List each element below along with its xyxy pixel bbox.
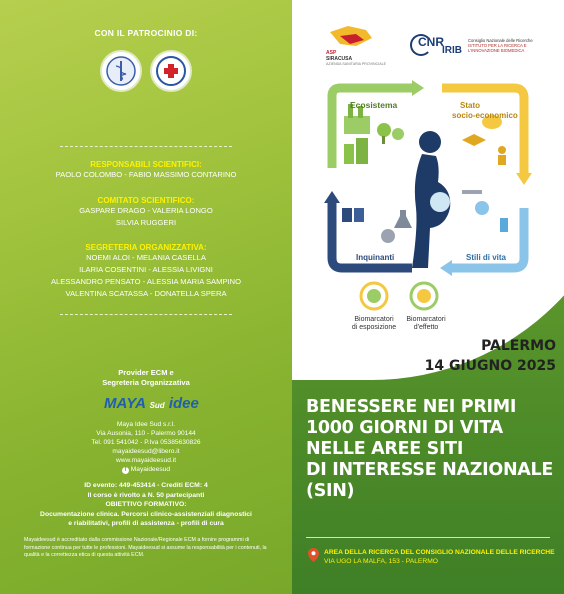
trees-icon xyxy=(377,123,404,144)
facebook-line[interactable] xyxy=(0,465,292,474)
facebook-handle: Mayaideesud xyxy=(130,466,171,473)
logo-text: MAYA xyxy=(104,395,150,412)
ecm-line: OBIETTIVO FORMATIVO: xyxy=(105,501,187,508)
arrow-head xyxy=(516,173,532,185)
divider xyxy=(306,537,550,538)
biologists-order-logo xyxy=(150,50,192,92)
medical-order-logo xyxy=(100,50,142,92)
company-name: Maya Idee Sud s.r.l. xyxy=(116,421,176,428)
title-line: DI INTERESSE NAZIONALE xyxy=(306,460,554,480)
role-heading: RESPONSABILI SCIENTIFICI: xyxy=(90,160,202,169)
biomarker-line: di esposizione xyxy=(351,324,397,331)
cnr-mark: CNR xyxy=(418,35,444,49)
right-panel xyxy=(292,0,564,594)
title-line: BENESSERE NEI PRIMI xyxy=(306,397,517,417)
names-line: GASPARE DRAGO - VALERIA LONGO xyxy=(79,206,213,215)
biomarker-line: d'effetto xyxy=(413,324,439,331)
company-phone: Tel. 091 541042 - P.Iva 05385630826 xyxy=(91,439,201,446)
biomarker-line: Biomarcatori xyxy=(354,316,394,323)
arrow-head xyxy=(324,191,340,203)
ecm-line: e riabilitativi, profili di assistenza - profili di cura xyxy=(68,520,224,527)
title-line: 1000 GIORNI DI VITA xyxy=(306,418,503,438)
role-heading: COMITATO SCIENTIFICO: xyxy=(97,196,195,205)
cnr-description xyxy=(468,38,563,54)
names-line: SILVIA RUGGERI xyxy=(115,218,177,227)
food-icon xyxy=(475,201,489,215)
flask-icon xyxy=(394,210,412,228)
label-stato-line2: socio-economico xyxy=(452,111,518,120)
ecm-info xyxy=(0,481,292,529)
provider-label xyxy=(0,368,292,388)
title-line: (SIN) xyxy=(306,481,355,501)
provider-line: Segreteria Organizzativa xyxy=(102,378,190,387)
people-icon xyxy=(498,146,506,165)
company-info xyxy=(0,420,292,474)
accreditation-disclaimer: Mayaideesud è accreditato dalla commissione Nazionale/Regionale ECM a fornire programmi di formazione continua per tutte le professioni. Mayaideesud si assume la responsabilità per i contenuti, la qualità e la correttezza etica di questa attività ECM. xyxy=(24,537,267,558)
title-line: NELLE AREE SITI xyxy=(306,439,464,459)
scientific-committee-block xyxy=(0,196,292,229)
label-ecosistema: Ecosistema xyxy=(350,100,398,110)
location-pin-icon xyxy=(308,548,319,562)
radiation-icon xyxy=(381,229,395,243)
ecm-line: Documentazione clinica. Percorsi clinico-assistenziali diagnostici xyxy=(40,510,252,518)
company-email[interactable]: mayaideesud@libero.it xyxy=(112,448,180,455)
event-date: 14 GIUGNO 2025 xyxy=(424,358,556,374)
label-stili: Stili di vita xyxy=(466,253,507,262)
secretariat-block xyxy=(0,243,292,300)
exposure-biomarker-label xyxy=(344,316,404,332)
divider xyxy=(60,146,232,147)
label-inquinanti: Inquinanti xyxy=(356,253,395,262)
patrocinio-heading: CON IL PATROCINIO DI: xyxy=(94,28,198,38)
names-line: PAOLO COLOMBO - FABIO MASSIMO CONTARINO xyxy=(55,170,237,179)
divider xyxy=(60,314,232,315)
drop-icon xyxy=(417,289,431,303)
cigarette-icon xyxy=(462,190,482,194)
names-line: NOEMI ALOI - MELANIA CASELLA xyxy=(86,253,206,262)
provider-line: Provider ECM e xyxy=(118,368,174,377)
drop-icon xyxy=(367,289,381,303)
pregnant-woman-icon xyxy=(412,131,450,268)
arrow-head xyxy=(412,80,424,96)
buildings-icon xyxy=(344,138,368,164)
cnr-desc-line: L'INNOVAZIONE BIOMEDICA xyxy=(468,48,525,54)
asp-name: ASP xyxy=(326,50,337,56)
role-heading: SEGRETERIA ORGANIZZATIVA: xyxy=(85,243,207,252)
biomarker-line: Biomarcatori xyxy=(406,316,446,323)
ecm-line: Il corso è rivolto a N. 50 partecipanti xyxy=(87,491,205,499)
event-city: PALERMO xyxy=(481,338,556,354)
irib-mark: IRIB xyxy=(442,45,462,56)
names-line: VALENTINA SCATASSA - DONATELLA SPERA xyxy=(65,289,227,298)
company-website[interactable]: www.mayaideesud.it xyxy=(115,457,177,464)
cnr-desc-line: ISTITUTO PER LA RICERCA E xyxy=(468,43,527,49)
exposome-diagram xyxy=(312,78,552,318)
event-title xyxy=(306,397,556,502)
cycle-arrow xyxy=(442,88,524,173)
barrels-icon xyxy=(342,208,364,222)
ecm-line: ID evento: 449-453414 - Crediti ECM: 4 xyxy=(84,482,208,489)
label-stato-line1: Stato xyxy=(460,101,480,110)
asp-subtitle: AZIENDA SANITARIA PROVINCIALE xyxy=(326,62,387,66)
maya-idee-logo xyxy=(104,395,199,412)
venue-address: VIA UGO LA MALFA, 153 - PALERMO xyxy=(324,558,438,565)
logo-text: idee xyxy=(164,395,199,412)
header-logos xyxy=(292,24,564,68)
scientific-heads-block xyxy=(0,160,292,181)
cnr-desc-line: Consiglio Nazionale delle Ricerche xyxy=(468,38,533,43)
facebook-icon: f xyxy=(122,467,129,474)
drink-icon xyxy=(500,218,508,232)
names-line: ALESSANDRO PENSATO - ALESSIA MARIA SAMPINO xyxy=(50,277,242,286)
graduation-icon xyxy=(462,134,486,146)
arrow-head xyxy=(440,260,452,276)
company-address: Via Ausonia, 110 - Palermo 90144 xyxy=(96,430,196,437)
effect-biomarker-label xyxy=(396,316,456,332)
asp-city: SIRACUSA xyxy=(326,56,353,62)
venue-name: AREA DELLA RICERCA DEL CONSIGLIO NAZIONALE DELLE RICERCHE xyxy=(324,549,555,556)
names-line: ILARIA COSENTINI - ALESSIA LIVIGNI xyxy=(79,265,213,274)
logo-text: Sud xyxy=(149,401,165,410)
